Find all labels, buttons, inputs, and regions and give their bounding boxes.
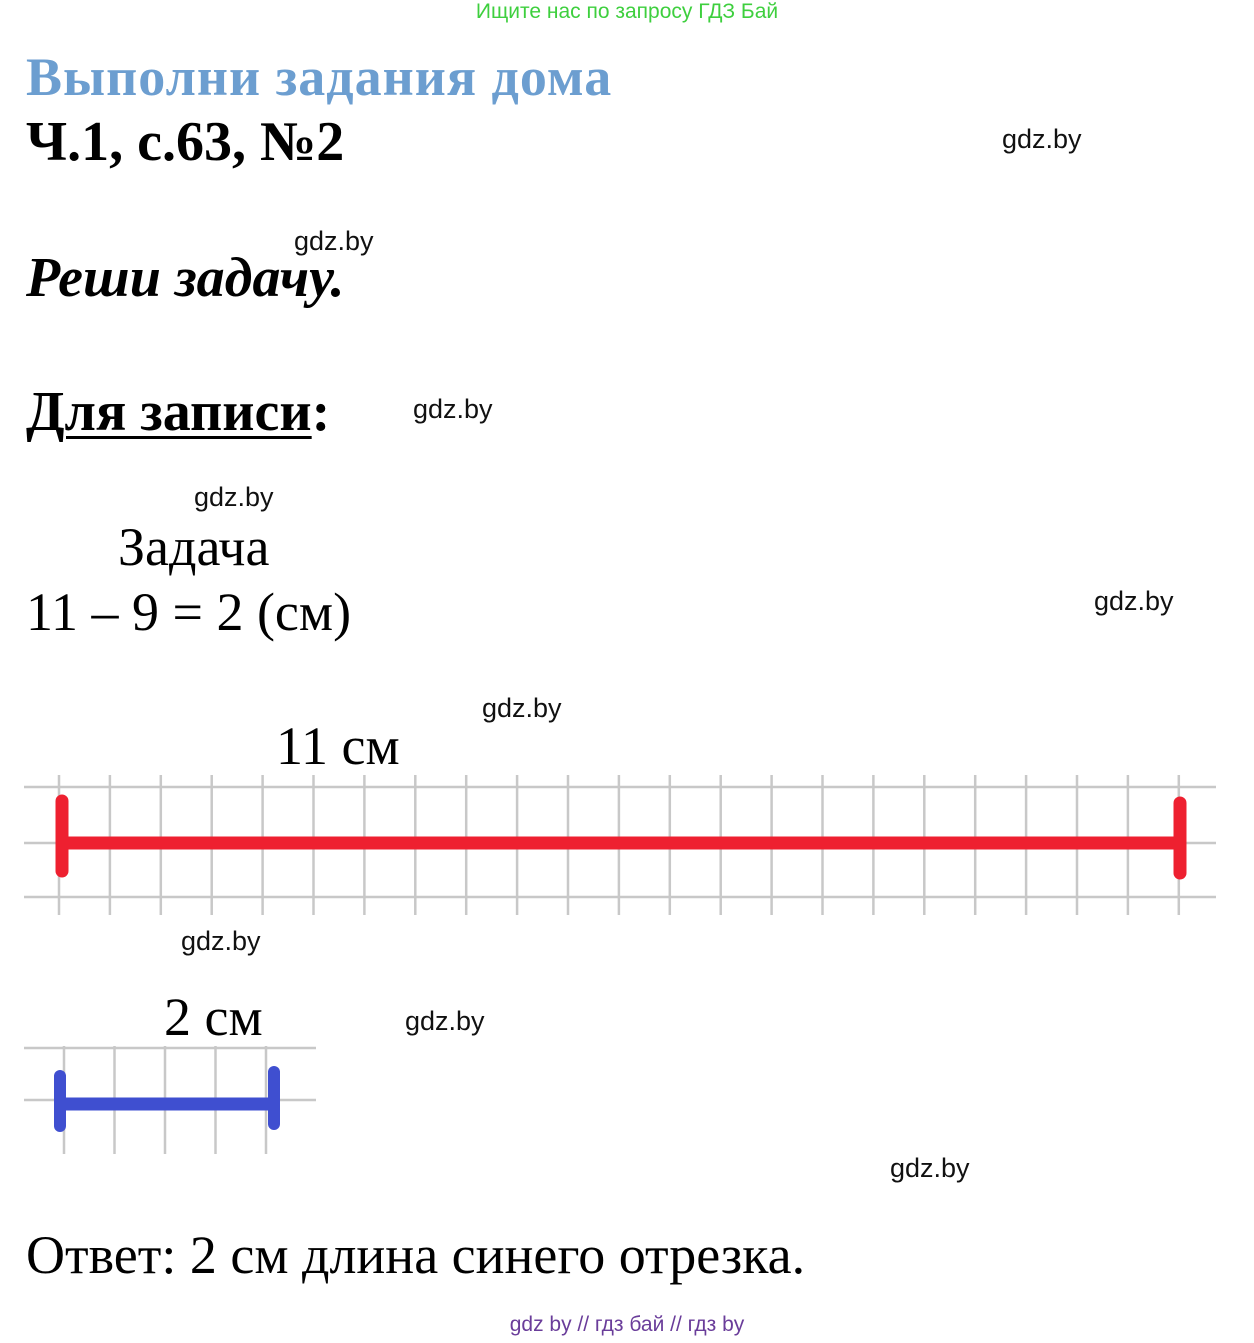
watermark: gdz.by (194, 482, 274, 512)
watermark: gdz.by (890, 1153, 970, 1183)
record-colon: : (311, 381, 331, 443)
blue-segment-label: 2 см (164, 987, 263, 1047)
answer: Ответ: 2 см длина синего отрезка. (26, 1225, 806, 1285)
watermark: gdz.by (413, 394, 493, 424)
red-segment-label: 11 см (276, 716, 400, 776)
watermark: gdz.by (405, 1006, 485, 1036)
exercise-reference: Ч.1, с.63, №2 (26, 111, 345, 173)
equation: 11 – 9 = 2 (см) (26, 582, 352, 642)
task-instruction: Реши задачу. (26, 247, 345, 309)
record-heading (26, 380, 330, 444)
page-heading: Выполни задания дома (26, 47, 613, 107)
record-label: Для записи (26, 381, 312, 443)
watermark: gdz.by (294, 226, 374, 256)
task-title: Задача (118, 517, 270, 577)
blue-segment-grid (24, 1046, 316, 1154)
footer-links: gdz by // гдз бай // гдз by (509, 1313, 745, 1336)
red-segment-grid (24, 775, 1216, 915)
watermark: gdz.by (482, 693, 562, 723)
site-banner: Ищите нас по запросу ГДЗ Бай (475, 0, 779, 23)
watermark: gdz.by (181, 926, 261, 956)
watermark: gdz.by (1002, 124, 1082, 154)
watermark: gdz.by (1094, 586, 1174, 616)
